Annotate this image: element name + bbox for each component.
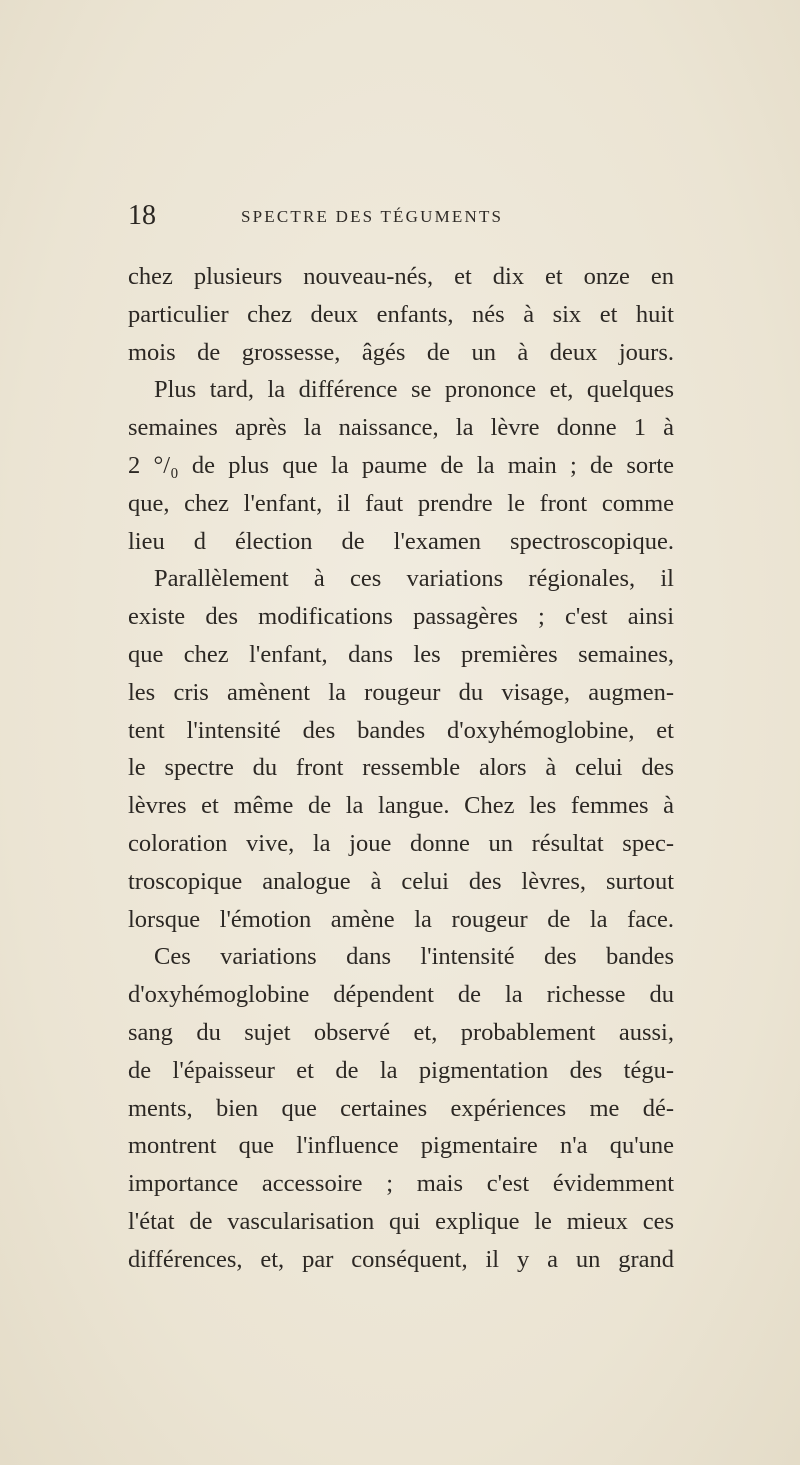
page-number: 18 bbox=[128, 200, 156, 231]
body-text bbox=[128, 258, 674, 1279]
text-line: que, chez l'enfant, il faut prendre le front comme bbox=[128, 489, 674, 517]
text-line: semaines après la naissance, la lèvre donne 1 à bbox=[128, 414, 674, 442]
text-line: montrent que l'influence pigmentaire n'a qu'une bbox=[128, 1132, 674, 1160]
text-line: ments, bien que certaines expériences me dé- bbox=[128, 1094, 674, 1122]
text-line: sang du sujet observé et, probablement aussi, bbox=[128, 1018, 674, 1046]
text-line: différences, et, par conséquent, il y a un grand bbox=[128, 1245, 674, 1273]
text-line: lorsque l'émotion amène la rougeur de la face. bbox=[128, 905, 674, 933]
text-line: importance accessoire ; mais c'est évidemment bbox=[128, 1170, 674, 1198]
text-line: 2 °/₀ de plus que la paume de la main ; de sorte bbox=[128, 451, 674, 479]
running-title: SPECTRE DES TÉGUMENTS bbox=[241, 207, 504, 226]
text-line: Plus tard, la différence se prononce et, quelques bbox=[154, 376, 674, 404]
text-line: l'état de vascularisation qui explique le mieux ces bbox=[128, 1207, 674, 1235]
text-line: lèvres et même de la langue. Chez les femmes à bbox=[128, 792, 674, 820]
text-line: d'oxyhémoglobine dépendent de la richesse du bbox=[128, 981, 674, 1009]
text-line: Parallèlement à ces variations régionales, il bbox=[154, 565, 674, 593]
text-line: Ces variations dans l'intensité des bandes bbox=[154, 943, 674, 971]
text-line: troscopique analogue à celui des lèvres, surtout bbox=[128, 867, 674, 895]
text-line: particulier chez deux enfants, nés à six et huit bbox=[128, 300, 674, 328]
text-line: coloration vive, la joue donne un résultat spec- bbox=[128, 829, 674, 857]
text-line: que chez l'enfant, dans les premières semaines, bbox=[128, 640, 674, 668]
text-line: existe des modifications passagères ; c'est ainsi bbox=[128, 603, 674, 631]
text-line: le spectre du front ressemble alors à celui des bbox=[128, 754, 674, 782]
text-line: lieu d élection de l'examen spectroscopique. bbox=[128, 527, 674, 555]
page-header bbox=[128, 198, 672, 234]
text-line: de l'épaisseur et de la pigmentation des tégu- bbox=[128, 1056, 674, 1084]
text-line: mois de grossesse, âgés de un à deux jours. bbox=[128, 338, 674, 366]
text-line: chez plusieurs nouveau-nés, et dix et onze en bbox=[128, 263, 674, 290]
text-line: les cris amènent la rougeur du visage, augmen- bbox=[128, 678, 674, 706]
text-line: tent l'intensité des bandes d'oxyhémoglobine, et bbox=[128, 716, 674, 744]
